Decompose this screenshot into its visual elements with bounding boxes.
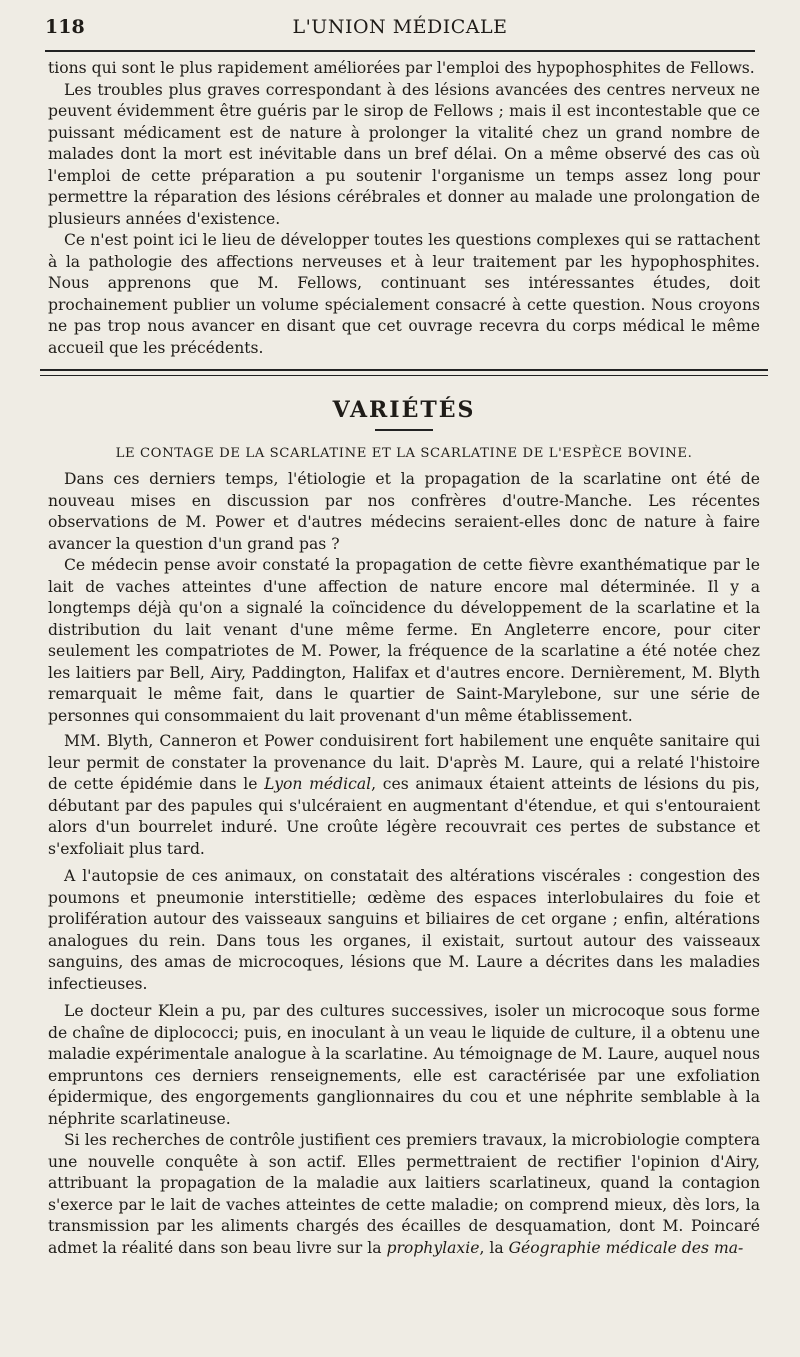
article-paragraph-1: Dans ces derniers temps, l'étiologie et la propagation de la scarlatine ont été de nouveau mises en discussion par nos confrères d'outre-Manche. Les récentes observations de M. Power et d'autres médecins seraient-elles donc de nature à faire avancer la question d'un grand pas ?: [48, 470, 760, 553]
page-body: [48, 58, 760, 1259]
page-header: [45, 12, 755, 42]
article-paragraph-5: Le docteur Klein a pu, par des cultures successives, isoler un microcoque sous forme de chaîne de diplococci; puis, en inoculant à un veau le liquide de culture, il a obtenu une maladie expérimentale analogue à la scarlatine. Au témoignage de M. Laure, auquel nous empruntons ces derniers renseignements, elle est caractérisée par une exfoliation épidermique, des engorgements ganglionnaires du cou et une néphrite semblable à la néphrite scarlatineuse.: [48, 1002, 760, 1128]
article-paragraph-4: A l'autopsie de ces animaux, on constatait des altérations viscérales : congestion des poumons et pneumonie interstitielle; œdème des espaces interlobulaires du foie et prolifération autour des vaisseaux sanguins et biliaires de cet organe ; enfin, altérations analogues du rein. Dans tous les organes, il existait, surtout autour des vaisseaux sanguins, des amas de microcoques, lésions que M. Laure a décrites dans les maladies infectieuses.: [48, 867, 760, 993]
intro-paragraph-3: Ce n'est point ici le lieu de développer toutes les questions complexes qui se rattachent à la pathologie des affections nerveuses et à leur traitement par les hypophosphites. Nous apprenons que M. Fellows, continuant ses intéressantes études, doit prochainement publier un volume spécialement consacré à cette question. Nous croyons ne pas trop nous avancer en disant que cet ouvrage recevra du corps médical le même accueil que les précédents.: [48, 231, 760, 357]
page-number: 118: [45, 16, 85, 38]
title-underline: [375, 429, 433, 431]
section-divider: [40, 369, 768, 376]
section-title: VARIÉTÉS: [332, 397, 476, 423]
journal-citation: Lyon médical: [264, 775, 372, 793]
italic-prophylaxie: prophylaxie: [386, 1238, 480, 1257]
article-paragraph-6: Si les recherches de contrôle justifient ces premiers travaux, la microbiologie comptera une nouvelle conquête à son actif. Elles permettraient de rectifier l'opinion d'Airy, attribuant la propagation de la maladie aux laitiers scarlatineux, quand la contagion s'exerce par le lait de vaches atteintes de cette maladie; on comprend mieux, dès lors, la transmission par les aliments chargés des écailles de desquamation, dont M. Poincaré admet la réalité dans son beau livre sur la prophylaxie, la Géographie médicale des ma-: [48, 1131, 760, 1257]
article-paragraph-3: MM. Blyth, Canneron et Power conduisirent fort habilement une enquête sanitaire qui leur permit de constater la provenance du lait. D'après M. Laure, qui a relaté l'histoire de cette épidémie dans le Lyon médical, ces animaux étaient atteints de lésions du pis, débutant par des papules qui s'ulcéraient en augmentant d'étendue, et qui s'entouraient alors d'un bourrelet induré. Une croûte légère recouvrait ces pertes de substance et s'exfoliait plus tard.: [48, 732, 761, 858]
article-subtitle: LE CONTAGE DE LA SCARLATINE ET LA SCARLATINE DE L'ESPÈCE BOVINE.: [115, 446, 693, 461]
intro-paragraph-2: Les troubles plus graves correspondant à des lésions avancées des centres nerveux ne peuvent évidemment être guéris par le sirop de Fellows ; mais il est incontestable que ce puissant médicament est de nature à prolonger la vitalité chez un grand nombre de malades dont la mort est inévitable dans un bref délai. On a même observé des cas où l'emploi de cette préparation a pu soutenir l'organisme un temps assez long pour permettre la réparation des lésions cérébrales et donner au malade une prolongation de plusieurs années d'existence.: [48, 80, 760, 228]
italic-geographie: Géographie médicale des ma-: [508, 1238, 744, 1257]
intro-paragraph-1: tions qui sont le plus rapidement améliorées par l'emploi des hypophosphites de Fellows.: [48, 59, 755, 77]
header-rule: [45, 50, 755, 52]
journal-title: L'UNION MÉDICALE: [292, 16, 508, 38]
article-paragraph-2: Ce médecin pense avoir constaté la propagation de cette fièvre exanthématique par le lait de vaches atteintes d'une affection de nature encore mal déterminée. Il y a longtemps déjà qu'on a signalé la coïncidence du développement de la scarlatine et la distribution du lait venant d'une même ferme. En Angleterre encore, pour citer seulement les compatriotes de M. Power, la fréquence de la scarlatine a été notée chez les laitiers par Bell, Airy, Paddington, Halifax et d'autres encore. Dernièrement, M. Blyth remarquait le même fait, dans le quartier de Saint-Marylebone, sur une série de personnes qui consommaient du lait provenant d'un même établissement.: [48, 556, 760, 725]
